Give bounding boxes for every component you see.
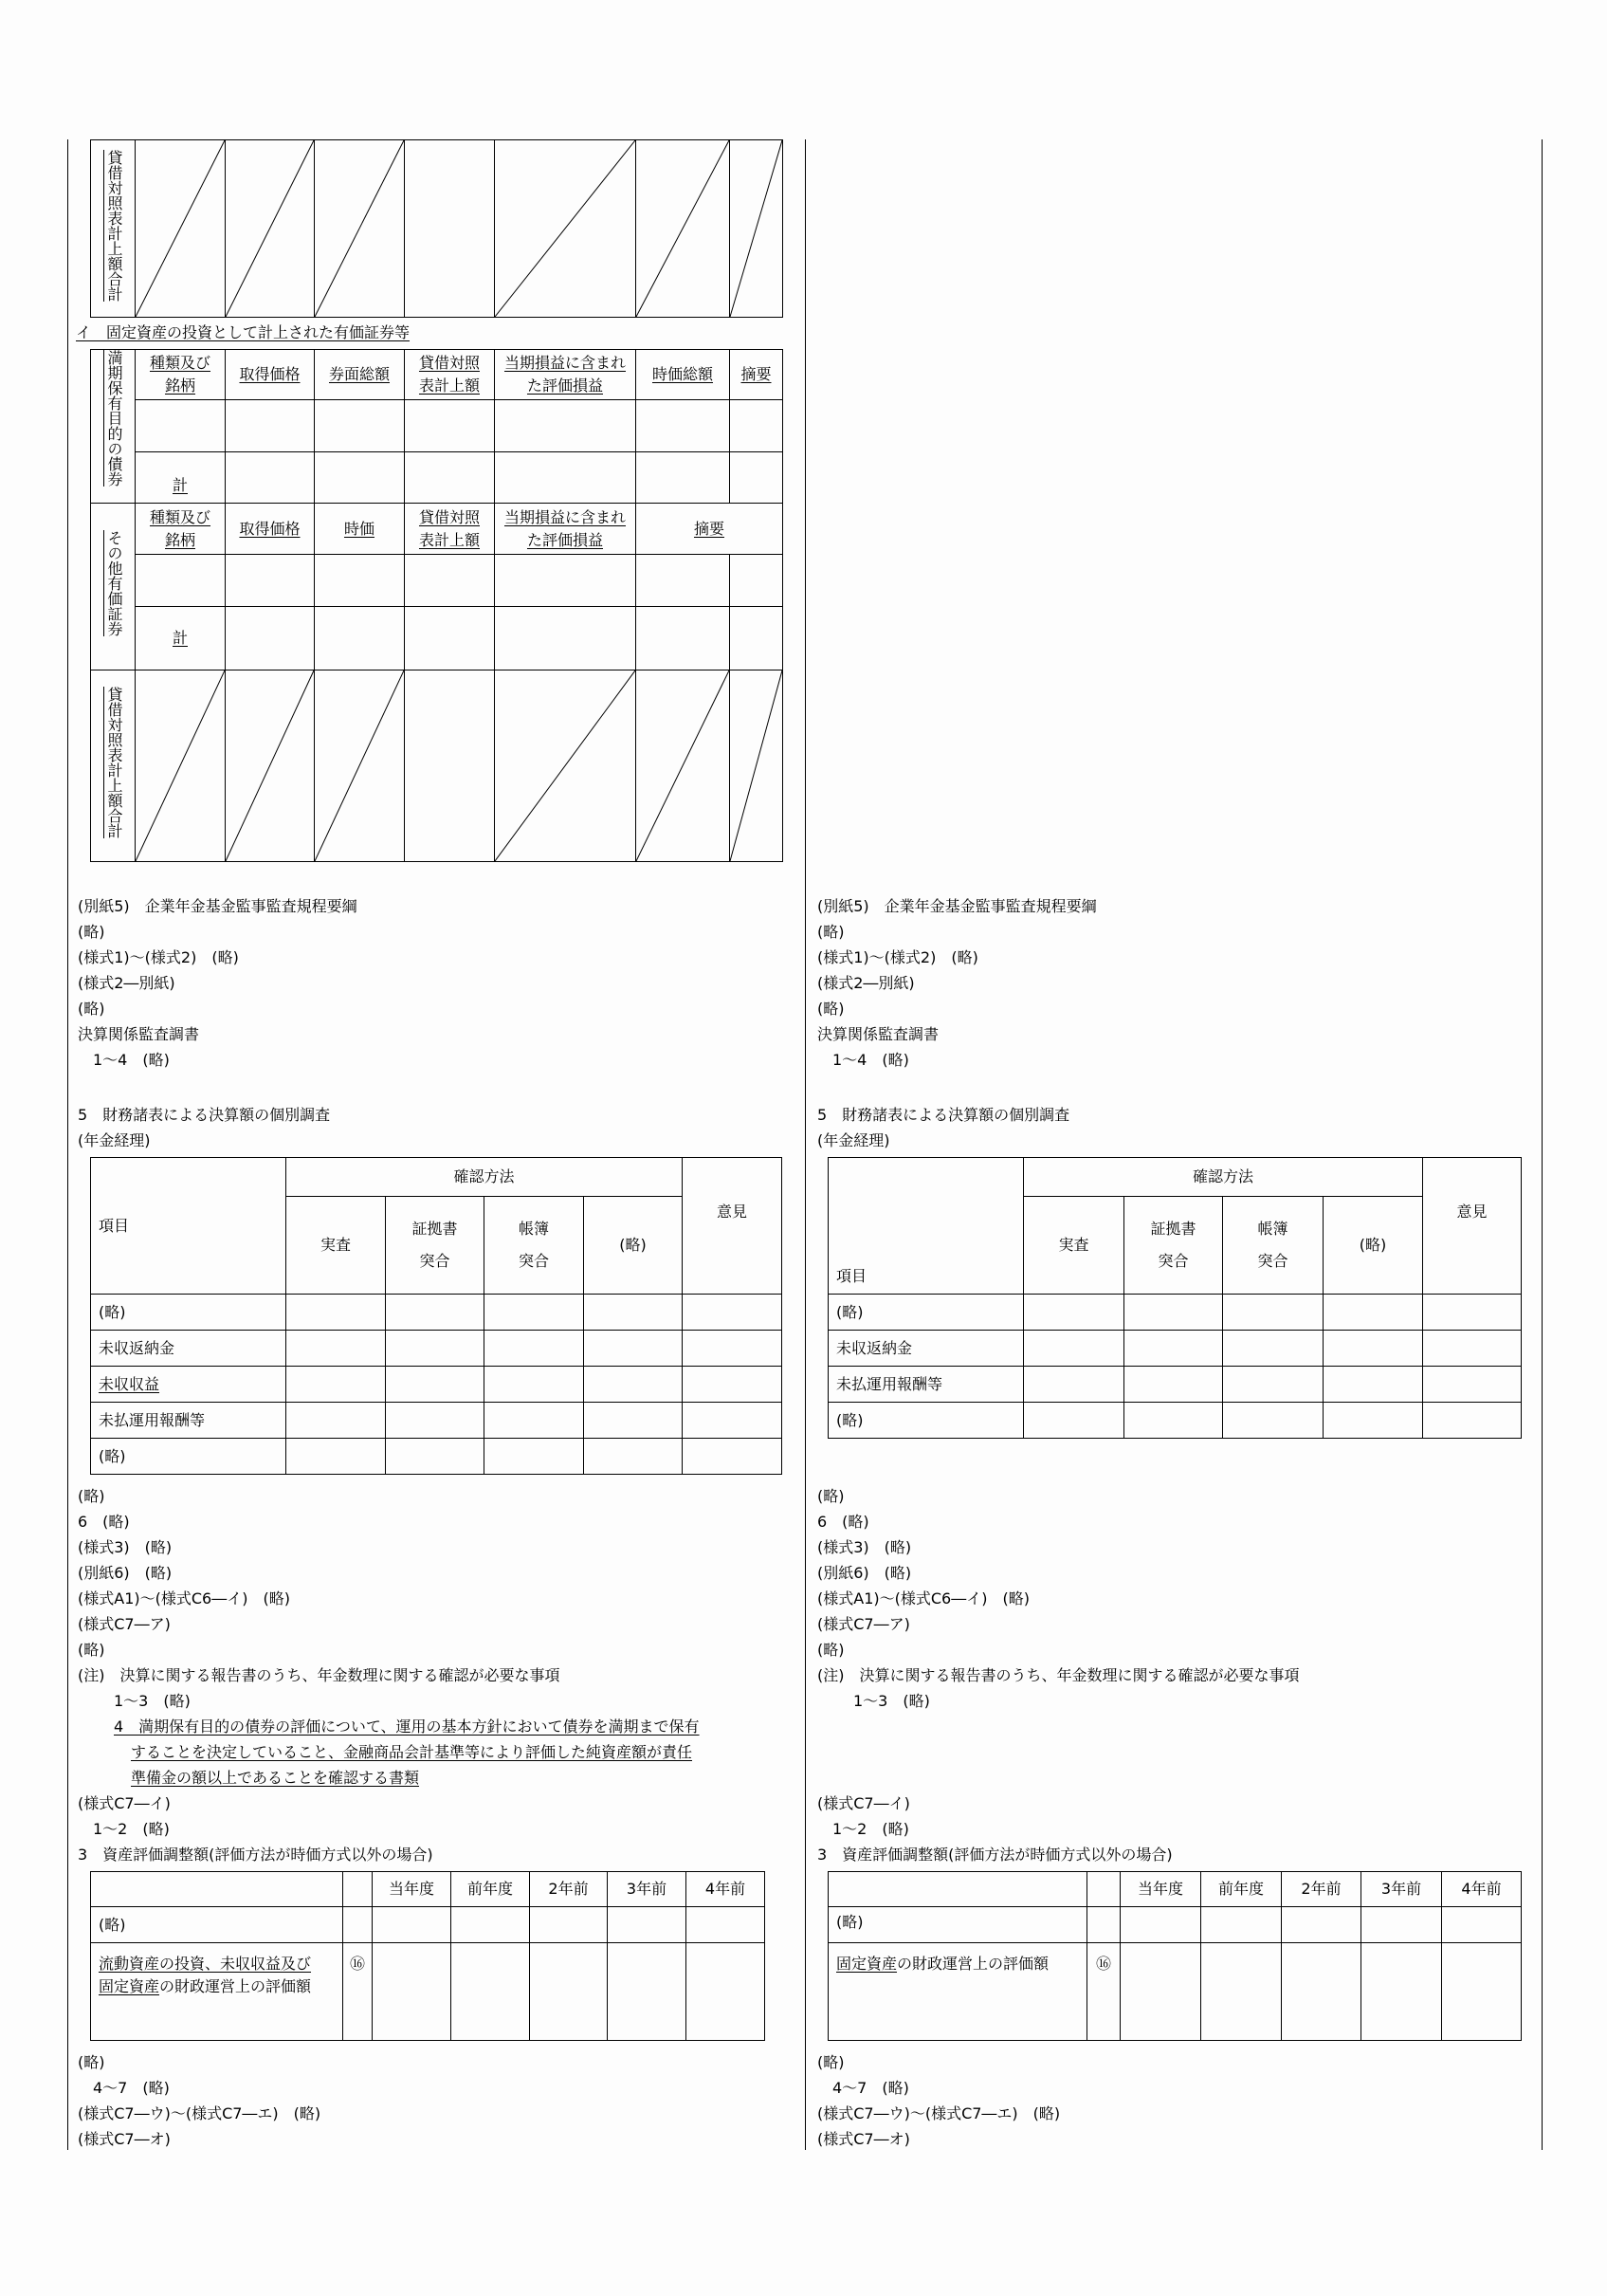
diag-cell <box>495 670 636 862</box>
diag-cell <box>730 670 783 862</box>
audit-method-omitted: (略) <box>1324 1197 1423 1295</box>
other-header-market-price: 時価 <box>315 504 405 555</box>
audit-row: 未払運用報酬等 <box>829 1367 1522 1403</box>
left-line: (略) <box>78 1000 105 1018</box>
right-line: (様式A1)～(様式C6―イ) (略) <box>817 1589 1030 1607</box>
right-line: (様式1)～(様式2) (略) <box>817 948 978 966</box>
left-line: (様式3) (略) <box>78 1538 173 1556</box>
other-header-valuation-pl: 当期損益に含まれた評価損益 <box>495 504 636 555</box>
htm-header-acq-price: 取得価格 <box>226 350 315 400</box>
left-line: (略) <box>78 2053 105 2071</box>
left-line: (別紙5) 企業年金基金監事監査規程要綱 <box>78 897 357 915</box>
left-line: 4～7 (略) <box>78 2079 170 2097</box>
right-line: 4～7 (略) <box>817 2079 909 2097</box>
note4-line-1: 4 満期保有目的の債券の評価について、運用の基本方針において債券を満期まで保有 <box>114 1717 700 1736</box>
audit-method-ledger: 帳簿突合 <box>484 1197 584 1295</box>
audit-method-omitted: (略) <box>584 1197 683 1295</box>
audit-header-item: 項目 <box>91 1158 286 1295</box>
left-audit-table <box>90 1157 782 1475</box>
valuation-header-marker <box>1087 1872 1121 1907</box>
audit-row: 未収返納金 <box>829 1331 1522 1367</box>
diag-cell <box>636 140 730 318</box>
audit-method-voucher: 証拠書突合 <box>386 1197 484 1295</box>
left-line: (略) <box>78 923 105 941</box>
left-valuation-table <box>90 1871 765 2041</box>
right-line: (様式C7―ウ)～(様式C7―エ) (略) <box>817 2104 1061 2122</box>
htm-group-cell <box>91 350 136 504</box>
audit-method-inspection: 実査 <box>1024 1197 1124 1295</box>
other-total-label: 計 <box>136 607 226 670</box>
right-margin-rule <box>1542 139 1543 2150</box>
audit-row-underlined: 未収収益 <box>91 1367 782 1403</box>
valuation-row2-label: 固定資産の財政運営上の評価額 <box>829 1943 1087 2041</box>
other-header-bs-amount: 貸借対照表計上額 <box>405 504 495 555</box>
htm-header-remarks: 摘要 <box>730 350 783 400</box>
left-line: 1～3 (略) <box>114 1692 191 1710</box>
right-line: 1～2 (略) <box>817 1820 909 1838</box>
right-valuation-title: 3 資産評価調整額(評価方法が時価方式以外の場合) <box>817 1846 1173 1864</box>
left-line: (様式C7―ウ)～(様式C7―エ) (略) <box>78 2104 321 2122</box>
htm-header-valuation-pl: 当期損益に含まれた評価損益 <box>495 350 636 400</box>
right-line: (別紙6) (略) <box>817 1564 912 1582</box>
valuation-row: (略) <box>91 1907 765 1943</box>
audit-row: (略) <box>91 1439 782 1475</box>
htm-group-label: 満期保有目的の債券 <box>105 350 123 487</box>
right-line: (別紙5) 企業年金基金監事監査規程要綱 <box>817 897 1097 915</box>
blank-cell <box>405 140 495 318</box>
audit-row: 未収返納金 <box>91 1331 782 1367</box>
blank-cell <box>405 670 495 862</box>
valuation-year: 4年前 <box>686 1872 765 1907</box>
left-valuation-title: 3 資産評価調整額(評価方法が時価方式以外の場合) <box>78 1846 433 1864</box>
right-line: (略) <box>817 923 845 941</box>
right-line: (様式3) (略) <box>817 1538 912 1556</box>
valuation-header-blank <box>829 1872 1087 1907</box>
valuation-year: 4年前 <box>1442 1872 1522 1907</box>
balance-total-label: 貸借対照表計上額合計 <box>105 149 123 302</box>
valuation-header-blank <box>91 1872 343 1907</box>
audit-header-opinion: 意見 <box>1423 1158 1522 1295</box>
audit-header-item: 項目 <box>829 1158 1024 1295</box>
other-group-cell <box>91 504 136 670</box>
left-line: (様式2―別紙) <box>78 974 175 992</box>
diag-cell <box>636 670 730 862</box>
htm-total-row <box>91 452 783 504</box>
valuation-year: 3年前 <box>1361 1872 1442 1907</box>
diag-cell <box>136 140 226 318</box>
right-section5-sub: (年金経理) <box>817 1131 890 1149</box>
left-line: (様式A1)～(様式C6―イ) (略) <box>78 1589 290 1607</box>
diag-cell <box>226 140 315 318</box>
balance-total-label-2: 貸借対照表計上額合計 <box>105 687 123 838</box>
audit-method-voucher: 証拠書突合 <box>1124 1197 1223 1295</box>
right-audit-table <box>828 1157 1522 1439</box>
valuation-year: 前年度 <box>1201 1872 1282 1907</box>
valuation-header-marker <box>343 1872 373 1907</box>
left-note-line: (注) 決算に関する報告書のうち、年金数理に関する確認が必要な事項 <box>78 1666 560 1684</box>
htm-header-type: 種類及び銘柄 <box>136 350 226 400</box>
right-line: (様式2―別紙) <box>817 974 915 992</box>
diag-cell <box>226 670 315 862</box>
diag-cell <box>730 140 783 318</box>
audit-row: (略) <box>829 1403 1522 1439</box>
valuation-row2-marker: ⑯ <box>1087 1943 1121 2041</box>
right-line: (略) <box>817 1641 845 1659</box>
left-section5-sub: (年金経理) <box>78 1131 151 1149</box>
left-line: 1～4 (略) <box>78 1051 170 1069</box>
balance-total-label-cell-2 <box>91 670 136 862</box>
balance-total-label-cell <box>91 140 136 318</box>
audit-header-method: 確認方法 <box>1024 1158 1423 1197</box>
other-data-row <box>91 555 783 607</box>
center-divider-rule <box>805 139 806 2150</box>
htm-header-face-value: 券面総額 <box>315 350 405 400</box>
right-line: 1～3 (略) <box>853 1692 930 1710</box>
valuation-year: 2年前 <box>530 1872 608 1907</box>
audit-method-inspection: 実査 <box>286 1197 386 1295</box>
valuation-row2-marker: ⑯ <box>343 1943 373 2041</box>
top-total-table <box>90 139 783 318</box>
other-total-row <box>91 607 783 670</box>
right-line: (略) <box>817 1000 845 1018</box>
right-line: 6 (略) <box>817 1513 869 1531</box>
audit-header-method: 確認方法 <box>286 1158 683 1197</box>
right-section5-title: 5 財務諸表による決算額の個別調査 <box>817 1106 1070 1124</box>
valuation-row <box>829 1943 1522 2041</box>
audit-row: (略) <box>91 1295 782 1331</box>
left-line: (略) <box>78 1487 105 1505</box>
audit-row: 未払運用報酬等 <box>91 1403 782 1439</box>
note4-line-3: 準備金の額以上であることを確認する書類 <box>131 1769 420 1787</box>
valuation-year: 2年前 <box>1282 1872 1361 1907</box>
right-line: (様式C7―イ) <box>817 1794 910 1812</box>
valuation-year: 当年度 <box>373 1872 451 1907</box>
left-section5-title: 5 財務諸表による決算額の個別調査 <box>78 1106 331 1124</box>
left-line: (略) <box>78 1641 105 1659</box>
other-header-acq-price: 取得価格 <box>226 504 315 555</box>
left-margin-rule <box>67 139 68 2150</box>
diag-cell <box>315 670 405 862</box>
right-line: 決算関係監査調書 <box>817 1025 940 1043</box>
valuation-row: (略) <box>829 1907 1522 1943</box>
right-line: (略) <box>817 2053 845 2071</box>
valuation-year: 当年度 <box>1121 1872 1201 1907</box>
note4-line-2: することを決定していること、金融商品会計基準等により評価した純資産額が責任 <box>131 1743 693 1761</box>
other-header-type: 種類及び銘柄 <box>136 504 226 555</box>
diag-cell <box>495 140 636 318</box>
other-header-remarks: 摘要 <box>636 504 783 555</box>
audit-method-ledger: 帳簿突合 <box>1223 1197 1324 1295</box>
valuation-year: 前年度 <box>451 1872 530 1907</box>
audit-row: (略) <box>829 1295 1522 1331</box>
right-line: (様式C7―オ) <box>817 2130 910 2148</box>
left-line: (様式1)～(様式2) (略) <box>78 948 239 966</box>
left-line: 1～2 (略) <box>78 1820 170 1838</box>
left-line: (様式C7―ア) <box>78 1615 171 1633</box>
htm-total-label: 計 <box>136 452 226 504</box>
diag-cell <box>136 670 226 862</box>
htm-header-market-total: 時価総額 <box>636 350 730 400</box>
valuation-row2-label: 流動資産の投資、未収収益及び 固定資産の財政運営上の評価額 <box>91 1943 343 2041</box>
other-group-label: その他有価証券 <box>105 530 123 636</box>
valuation-row <box>91 1943 765 2041</box>
left-line: 決算関係監査調書 <box>78 1025 200 1043</box>
htm-header-bs-amount: 貸借対照表計上額 <box>405 350 495 400</box>
diag-cell <box>315 140 405 318</box>
left-line: (別紙6) (略) <box>78 1564 173 1582</box>
right-line: 1～4 (略) <box>817 1051 909 1069</box>
right-note-line: (注) 決算に関する報告書のうち、年金数理に関する確認が必要な事項 <box>817 1666 1300 1684</box>
right-line: (略) <box>817 1487 845 1505</box>
securities-table <box>90 349 783 862</box>
left-line: 6 (略) <box>78 1513 130 1531</box>
valuation-year: 3年前 <box>608 1872 686 1907</box>
left-line: (様式C7―イ) <box>78 1794 171 1812</box>
audit-header-opinion: 意見 <box>683 1158 782 1295</box>
left-line: (様式C7―オ) <box>78 2130 171 2148</box>
htm-data-row <box>91 400 783 452</box>
right-valuation-table <box>828 1871 1522 2041</box>
right-line: (様式C7―ア) <box>817 1615 910 1633</box>
section-i-title: イ 固定資産の投資として計上された有価証券等 <box>76 323 411 341</box>
